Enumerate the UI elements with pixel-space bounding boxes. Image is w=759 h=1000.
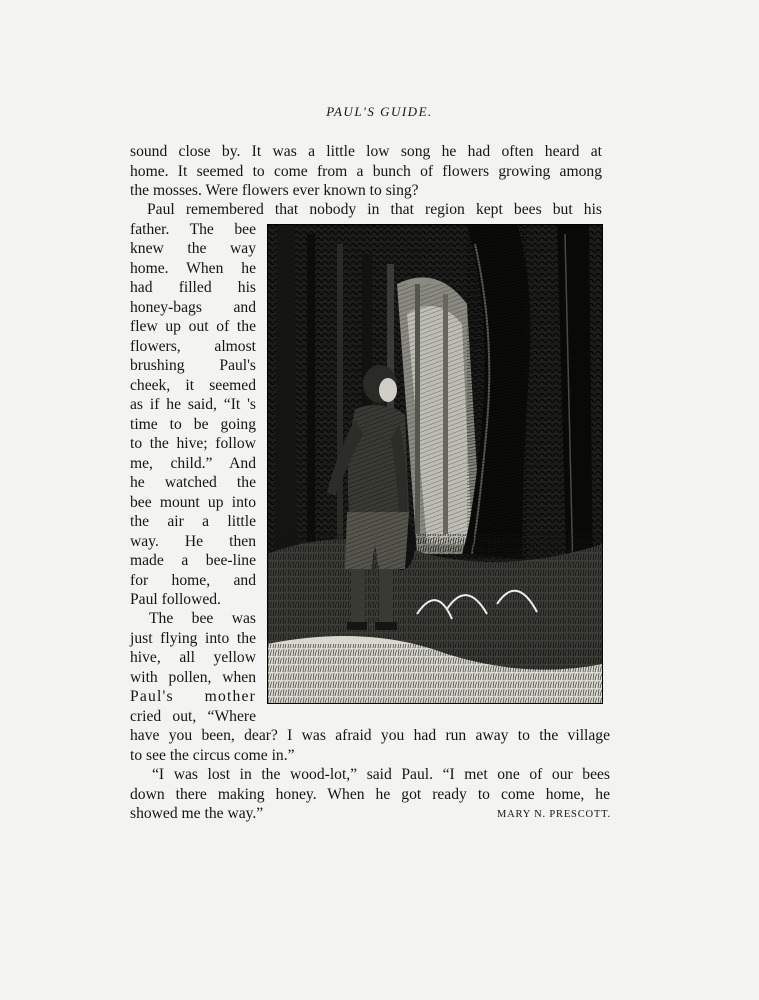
forest-engraving-illustration bbox=[267, 224, 603, 704]
text-line: home. It seemed to come from a bunch of flowers growing among bbox=[130, 163, 602, 180]
narrow-line: cheek, it seemed bbox=[130, 377, 256, 394]
narrow-line: Paul followed. bbox=[130, 591, 221, 608]
narrow-line: made a bee-line bbox=[130, 552, 256, 569]
narrow-line: cried out, “Where bbox=[130, 708, 256, 725]
narrow-line: he watched the bbox=[130, 474, 256, 491]
text-line: have you been, dear? I was afraid you had run away to the village bbox=[130, 727, 610, 744]
narrow-line: Paul's mother bbox=[130, 688, 256, 705]
narrow-line: me, child.” And bbox=[130, 455, 256, 472]
narrow-line: time to be going bbox=[130, 416, 256, 433]
narrow-line: hive, all yellow bbox=[130, 649, 256, 666]
text-line: down there making honey. When he got ready to come home, he bbox=[130, 786, 610, 803]
narrow-line: knew the way bbox=[130, 240, 256, 257]
narrow-line: to the hive; follow bbox=[130, 435, 256, 452]
text-line: to see the circus come in.” bbox=[130, 747, 295, 764]
narrow-line: flowers, almost bbox=[130, 338, 256, 355]
narrow-line: the air a little bbox=[130, 513, 256, 530]
text-line: showed me the way.” bbox=[130, 805, 264, 822]
narrow-line: had filled his bbox=[130, 279, 256, 296]
narrow-line: bee mount up into bbox=[130, 494, 256, 511]
text-line: the mosses. Were flowers ever known to sing? bbox=[130, 182, 419, 199]
narrow-line: brushing Paul's bbox=[130, 357, 256, 374]
narrow-line: flew up out of the bbox=[130, 318, 256, 335]
narrow-line: with pollen, when bbox=[130, 669, 256, 686]
text-line: Paul remembered that nobody in that region kept bees but his bbox=[147, 201, 602, 218]
narrow-line: way. He then bbox=[130, 533, 256, 550]
author-signature: MARY N. PRESCOTT. bbox=[497, 809, 611, 820]
narrow-line: father. The bee bbox=[130, 221, 256, 238]
text-line: “I was lost in the wood-lot,” said Paul. “I met one of our bees bbox=[152, 766, 610, 783]
narrow-line: The bee was bbox=[149, 610, 256, 627]
narrow-line: honey-bags and bbox=[130, 299, 256, 316]
narrow-line: just flying into the bbox=[130, 630, 256, 647]
narrow-line: home. When he bbox=[130, 260, 256, 277]
text-line: sound close by. It was a little low song he had often heard at bbox=[130, 143, 602, 160]
narrow-line: as if he said, “It 's bbox=[130, 396, 256, 413]
narrow-line: for home, and bbox=[130, 572, 256, 589]
running-head: PAUL'S GUIDE. bbox=[326, 104, 433, 119]
